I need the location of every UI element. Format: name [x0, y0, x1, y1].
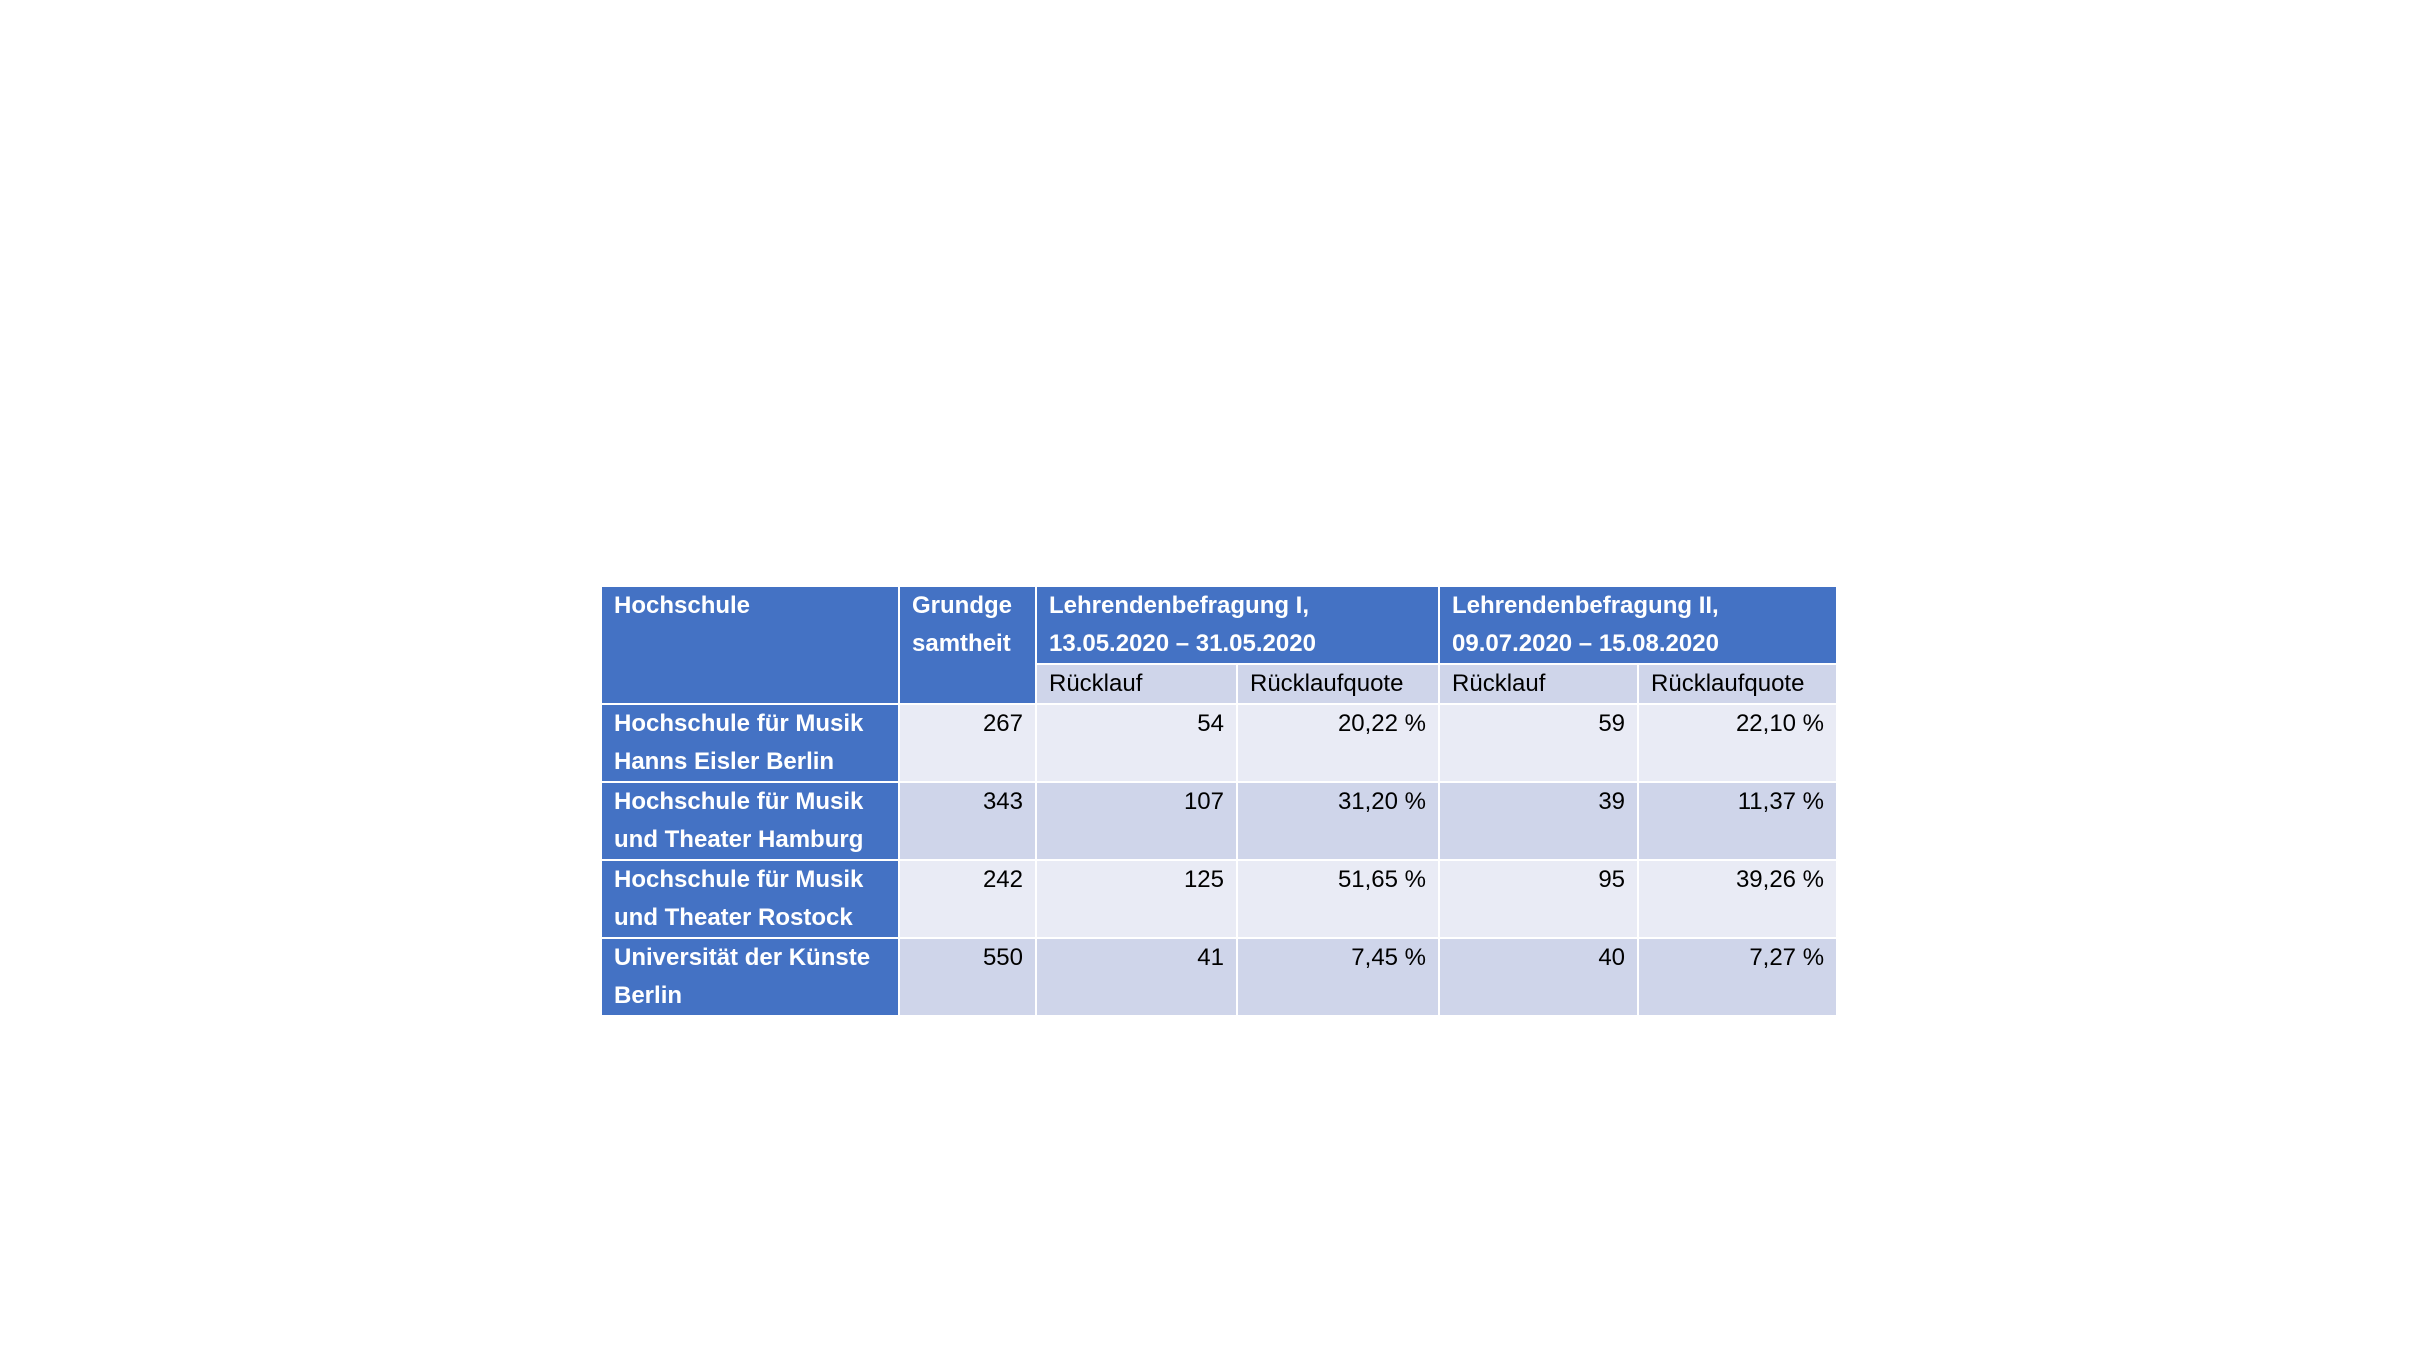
- row-name-line2: und Theater Rostock: [614, 904, 853, 931]
- header-survey-2-title: Lehrendenbefragung II,: [1452, 592, 1719, 619]
- cell-survey-1-ruecklauf: 125: [1036, 860, 1237, 938]
- row-name-line1: Universität der Künste: [614, 944, 871, 971]
- row-name-line1: Hochschule für Musik: [614, 788, 864, 815]
- cell-survey-2-ruecklauf: 40: [1439, 938, 1638, 1016]
- cell-survey-2-ruecklauf: 95: [1439, 860, 1638, 938]
- cell-survey-1-quote: 7,45 %: [1237, 938, 1439, 1016]
- table-row: [601, 782, 1837, 860]
- cell-survey-1-ruecklauf: 41: [1036, 938, 1237, 1016]
- header-hochschule: [601, 586, 899, 704]
- row-hochschule-name: [601, 860, 899, 938]
- cell-survey-2-quote: 39,26 %: [1638, 860, 1837, 938]
- subheader-survey-1-quote: Rücklaufquote: [1237, 664, 1439, 704]
- cell-survey-2-ruecklauf: 39: [1439, 782, 1638, 860]
- table-row: [601, 860, 1837, 938]
- row-hochschule-name: [601, 704, 899, 782]
- header-survey-2: [1439, 586, 1837, 664]
- row-name-line1: Hochschule für Musik: [614, 710, 864, 737]
- row-hochschule-name: [601, 938, 899, 1016]
- cell-survey-1-quote: 51,65 %: [1237, 860, 1439, 938]
- header-hochschule-label: Hochschule: [614, 592, 751, 619]
- cell-survey-1-ruecklauf: 107: [1036, 782, 1237, 860]
- cell-survey-2-quote: 11,37 %: [1638, 782, 1837, 860]
- cell-grundgesamtheit: 550: [899, 938, 1036, 1016]
- header-survey-2-dates: 09.07.2020 – 15.08.2020: [1452, 630, 1719, 657]
- header-grundgesamtheit: [899, 586, 1036, 704]
- row-name-line1: Hochschule für Musik: [614, 866, 864, 893]
- header-survey-1: [1036, 586, 1439, 664]
- header-survey-1-title: Lehrendenbefragung I,: [1049, 592, 1310, 619]
- header-grundgesamtheit-line2: samtheit: [912, 630, 1011, 657]
- response-rate-table-container: [600, 585, 1836, 1017]
- table-row: [601, 938, 1837, 1016]
- cell-survey-1-quote: 31,20 %: [1237, 782, 1439, 860]
- cell-survey-2-quote: 7,27 %: [1638, 938, 1837, 1016]
- row-hochschule-name: [601, 782, 899, 860]
- cell-grundgesamtheit: 242: [899, 860, 1036, 938]
- row-name-line2: Berlin: [614, 982, 683, 1009]
- subheader-survey-2-quote: Rücklaufquote: [1638, 664, 1837, 704]
- response-rate-table: [600, 585, 1838, 1017]
- row-name-line2: Hanns Eisler Berlin: [614, 748, 835, 775]
- header-survey-1-dates: 13.05.2020 – 31.05.2020: [1049, 630, 1316, 657]
- header-grundgesamtheit-line1: Grundge: [912, 592, 1012, 619]
- cell-survey-1-ruecklauf: 54: [1036, 704, 1237, 782]
- subheader-survey-1-ruecklauf: Rücklauf: [1036, 664, 1237, 704]
- cell-survey-1-quote: 20,22 %: [1237, 704, 1439, 782]
- cell-survey-2-ruecklauf: 59: [1439, 704, 1638, 782]
- subheader-survey-2-ruecklauf: Rücklauf: [1439, 664, 1638, 704]
- table-row: [601, 704, 1837, 782]
- cell-grundgesamtheit: 267: [899, 704, 1036, 782]
- cell-survey-2-quote: 22,10 %: [1638, 704, 1837, 782]
- row-name-line2: und Theater Hamburg: [614, 826, 864, 853]
- cell-grundgesamtheit: 343: [899, 782, 1036, 860]
